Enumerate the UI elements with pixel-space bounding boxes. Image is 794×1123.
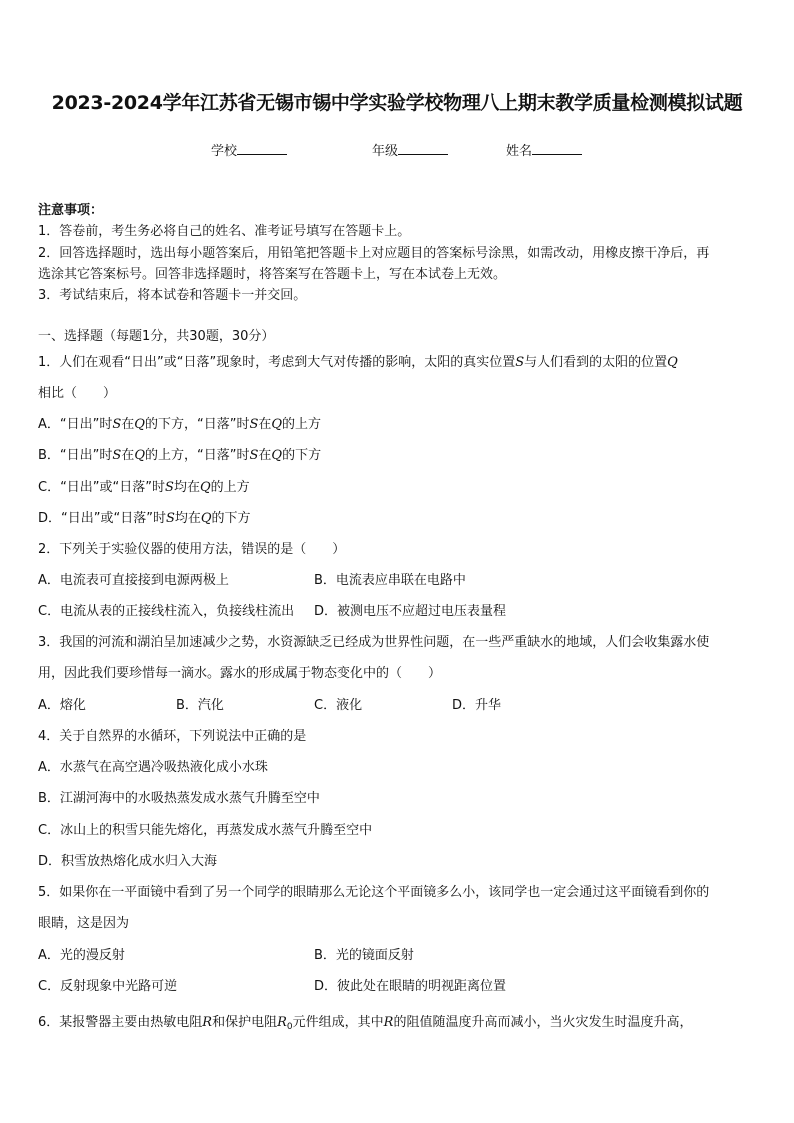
question-4-option-d[interactable]: D．积雪放热熔化成水归入大海 [38,854,218,869]
notice-item: 3．考试结束后，将本试卷和答题卡一并交回。 [38,288,307,303]
question-4-option-a[interactable]: A．水蒸气在高空遇冷吸热液化成小水珠 [38,760,268,775]
question-3-option-c[interactable]: C．液化 [314,698,363,713]
notice-item: 1．答卷前，考生务必将自己的姓名、准考证号填写在答题卡上。 [38,224,411,239]
question-4-option-b[interactable]: B．江湖河海中的水吸热蒸发成水蒸气升腾至空中 [38,791,320,806]
grade-blank[interactable] [398,142,448,155]
name-label: 姓名 [506,144,533,159]
question-2-option-c[interactable]: C．电流从表的正接线柱流入，负接线柱流出 [38,604,295,619]
school-field[interactable] [211,140,287,159]
question-2-option-b[interactable]: B．电流表应串联在电路中 [314,573,466,588]
question-5-option-d[interactable]: D．彼此处在眼睛的明视距离位置 [314,979,507,994]
question-5-option-b[interactable]: B．光的镜面反射 [314,948,414,963]
question-5-option-a[interactable]: A．光的漫反射 [38,948,125,963]
question-3-stem: 3．我国的河流和湖泊呈加速减少之势，水资源缺乏已经成为世界性问题，在一些严重缺水的地域，人们会收集露水使 [38,635,710,650]
question-2-option-a[interactable]: A．电流表可直接接到电源两极上 [38,573,229,588]
school-blank[interactable] [237,142,287,155]
question-5-option-c[interactable]: C．反射现象中光路可逆 [38,979,178,994]
exam-title: 2023-2024学年江苏省无锡市锡中学实验学校物理八上期末教学质量检测模拟试题 [51,92,743,114]
question-4-option-c[interactable]: C．冰山上的积雪只能先熔化，再蒸发成水蒸气升腾至空中 [38,823,373,838]
notice-heading: 注意事项： [38,203,104,218]
question-1-stem: 1．人们在观看“日出”或“日落”现象时，考虑到大气对传播的影响，太阳的真实位置S与人们看到的太阳的位置Q [38,355,678,370]
name-field[interactable] [506,140,582,159]
grade-label: 年级 [372,144,399,159]
question-2-option-d[interactable]: D．被测电压不应超过电压表量程 [314,604,507,619]
question-4-stem: 4．关于自然界的水循环，下列说法中正确的是 [38,729,307,744]
question-3-option-d[interactable]: D．升华 [452,698,502,713]
question-3-option-a[interactable]: A．熔化 [38,698,86,713]
question-1-option-d[interactable]: D．“日出”或“日落”时S均在Q的下方 [38,511,251,526]
question-2-stem: 2．下列关于实验仪器的使用方法，错误的是（ ） [38,542,346,557]
section-heading: 一、选择题（每题1分，共30题，30分） [38,329,275,344]
question-5-stem: 5．如果你在一平面镜中看到了另一个同学的眼睛那么无论这个平面镜多么小，该同学也一定会通过这平面镜看到你的 [38,885,710,900]
notice-item: 2．回答选择题时，选出每小题答案后，用铅笔把答题卡上对应题目的答案标号涂黑，如需改动，用橡皮擦干净后，再 [38,246,710,261]
notice-item: 选涂其它答案标号。回答非选择题时，将答案写在答题卡上，写在本试卷上无效。 [38,267,507,282]
question-1-option-c[interactable]: C．“日出”或“日落”时S均在Q的上方 [38,480,250,495]
question-3-stem-cont: 用，因此我们要珍惜每一滴水。露水的形成属于物态变化中的（ ） [38,666,442,681]
question-1-option-b[interactable]: B．“日出”时S在Q的上方，“日落”时S在Q的下方 [38,448,322,463]
name-blank[interactable] [532,142,582,155]
grade-field[interactable] [372,140,448,159]
question-1-option-a[interactable]: A．“日出”时S在Q的下方，“日落”时S在Q的上方 [38,417,322,432]
question-6-stem: 6．某报警器主要由热敏电阻R和保护电阻$R_0$元件组成，其中R的阻值随温度升高而减小，当火灾发生时温度升高， [38,1015,693,1032]
question-3-option-b[interactable]: B．汽化 [176,698,224,713]
school-label: 学校 [211,144,238,159]
question-5-stem-cont: 眼睛，这是因为 [38,916,130,931]
question-1-stem-cont: 相比（ ） [38,386,117,401]
